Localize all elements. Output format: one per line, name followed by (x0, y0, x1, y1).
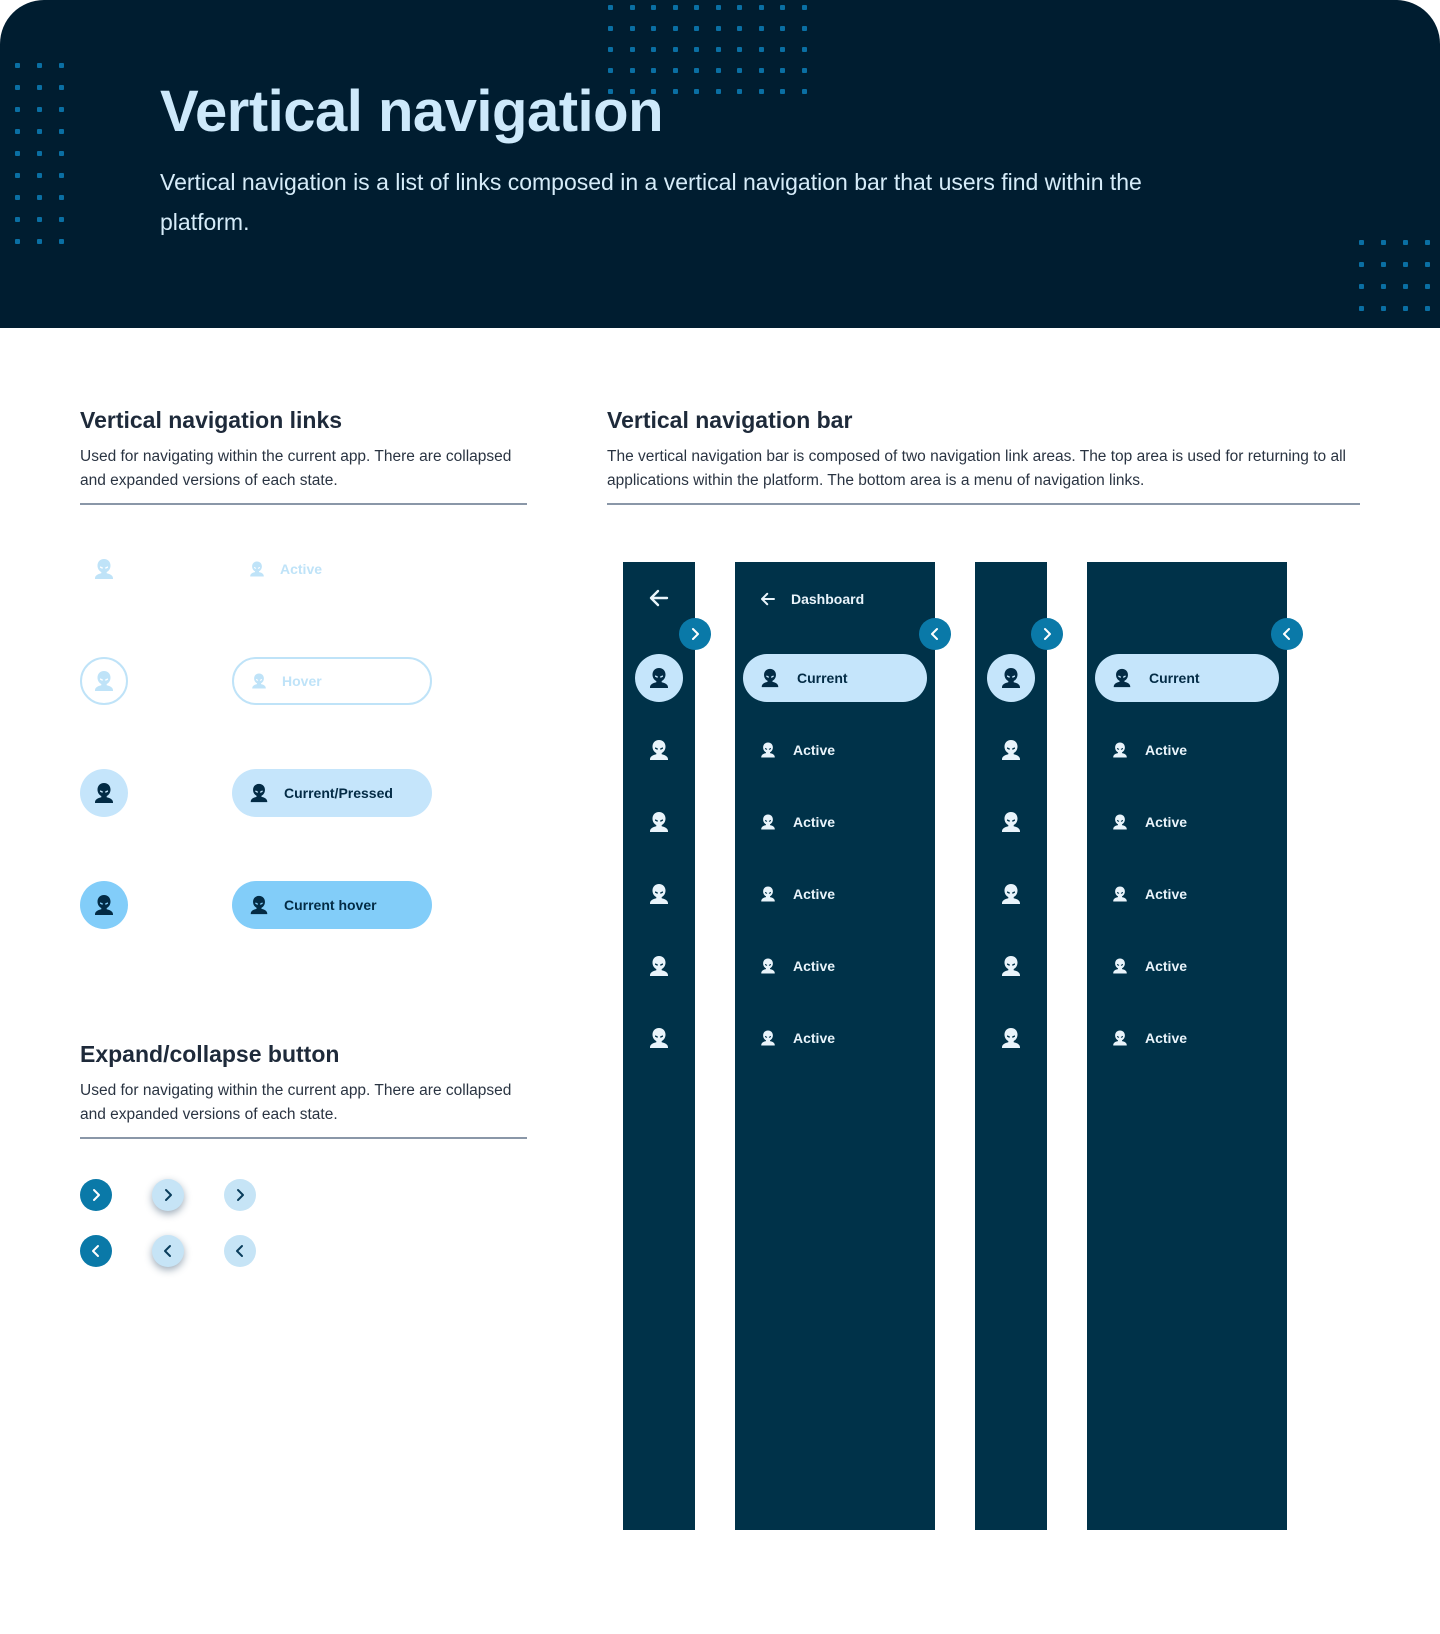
vertical-nav-expanded-with-back (735, 562, 935, 1530)
user-icon (248, 894, 270, 916)
dot (651, 26, 656, 31)
dot (716, 68, 721, 73)
arrow-left-icon (759, 590, 777, 608)
user-icon (759, 1029, 777, 1047)
nav-item-current[interactable] (635, 654, 683, 702)
dot (716, 5, 721, 10)
dot (737, 47, 742, 52)
user-icon (250, 672, 268, 690)
nav-item-label: Active (793, 1030, 836, 1046)
expand-button-default[interactable] (80, 1179, 112, 1211)
dot (651, 68, 656, 73)
nav-link-label: Current hover (284, 897, 377, 913)
dot (37, 195, 42, 200)
nav-item-label: Active (793, 958, 836, 974)
dot (59, 63, 64, 68)
dot (15, 85, 20, 90)
dot (608, 47, 613, 52)
dot (802, 68, 807, 73)
dot (802, 26, 807, 31)
dot (37, 217, 42, 222)
user-icon (759, 885, 777, 903)
nav-item[interactable] (647, 1026, 671, 1050)
expand-button-pressed[interactable] (224, 1179, 256, 1211)
dot (694, 68, 699, 73)
dot (37, 151, 42, 156)
dot (651, 5, 656, 10)
section-title-links: Vertical navigation links (80, 407, 343, 433)
dot (694, 89, 699, 94)
chevron-left-icon (1279, 626, 1295, 642)
collapse-button-pressed[interactable] (224, 1235, 256, 1267)
chevron-right-icon (1039, 626, 1055, 642)
nav-item[interactable] (999, 882, 1023, 906)
user-icon (647, 810, 671, 834)
dot (694, 47, 699, 52)
section-title-navbar: Vertical navigation bar (607, 407, 853, 433)
nav-item-current[interactable] (743, 654, 927, 702)
collapse-button-hover[interactable] (152, 1235, 184, 1267)
nav-item[interactable] (759, 1029, 835, 1047)
nav-item-label: Active (793, 886, 836, 902)
dot (1381, 240, 1386, 245)
dot (1425, 284, 1430, 289)
nav-item-label: Active (1145, 1030, 1188, 1046)
section-divider (80, 1137, 527, 1139)
nav-link-label: Active (280, 561, 323, 577)
user-icon (999, 738, 1023, 762)
dot (780, 89, 785, 94)
nav-item[interactable] (647, 738, 671, 762)
dot (37, 129, 42, 134)
chevron-left-icon (232, 1243, 248, 1259)
nav-item[interactable] (999, 1026, 1023, 1050)
chevron-right-icon (232, 1187, 248, 1203)
dot (37, 107, 42, 112)
dot (1359, 306, 1364, 311)
user-icon (1111, 957, 1129, 975)
nav-item[interactable] (759, 741, 835, 759)
dot (673, 26, 678, 31)
dot (1425, 240, 1430, 245)
nav-link-collapsed-hover[interactable] (80, 657, 128, 705)
dot (1381, 306, 1386, 311)
dot (59, 195, 64, 200)
chevron-right-icon (88, 1187, 104, 1203)
user-icon (647, 1026, 671, 1050)
dot (15, 217, 20, 222)
dot (1425, 262, 1430, 267)
user-icon (248, 782, 270, 804)
page-description: Vertical navigation is a list of links composed in a vertical navigation bar that users find within the platform. (160, 169, 1142, 235)
dot (759, 26, 764, 31)
nav-item[interactable] (1111, 885, 1187, 903)
dot (608, 68, 613, 73)
user-icon (759, 741, 777, 759)
nav-link-collapsed-current[interactable] (80, 769, 128, 817)
user-icon (999, 666, 1023, 690)
back-button[interactable] (759, 590, 864, 608)
nav-item[interactable] (647, 954, 671, 978)
decorative-dots (15, 63, 64, 244)
nav-link-expanded-hover[interactable] (232, 657, 432, 705)
dot (694, 5, 699, 10)
dot (59, 239, 64, 244)
dot (651, 47, 656, 52)
nav-item[interactable] (647, 810, 671, 834)
nav-item-label: Active (793, 742, 836, 758)
user-icon (647, 666, 671, 690)
nav-item-label: Active (1145, 886, 1188, 902)
nav-item-current[interactable] (987, 654, 1035, 702)
dot (37, 239, 42, 244)
collapse-button[interactable] (1271, 618, 1303, 650)
chevron-right-icon (160, 1187, 176, 1203)
dot (802, 47, 807, 52)
dot (15, 63, 20, 68)
user-icon (1111, 667, 1133, 689)
dot (15, 173, 20, 178)
nav-link-expanded-current[interactable] (232, 769, 432, 817)
expand-button[interactable] (1031, 618, 1063, 650)
section-divider (607, 503, 1360, 505)
user-icon (759, 667, 781, 689)
nav-item-label: Active (793, 814, 836, 830)
dot (1381, 262, 1386, 267)
dot (59, 85, 64, 90)
dot (15, 195, 20, 200)
user-icon (759, 957, 777, 975)
dot (780, 47, 785, 52)
user-icon (647, 738, 671, 762)
nav-link-expanded-active[interactable] (232, 545, 432, 593)
dot (1403, 240, 1408, 245)
expand-button[interactable] (679, 618, 711, 650)
dot (59, 217, 64, 222)
user-icon (999, 810, 1023, 834)
nav-link-label: Hover (282, 673, 322, 689)
vertical-nav-collapsed-with-back (623, 562, 695, 1530)
dot (1359, 284, 1364, 289)
arrow-left-icon (647, 586, 671, 610)
nav-item[interactable] (1111, 813, 1187, 831)
dot (37, 173, 42, 178)
dot (716, 47, 721, 52)
dot (59, 107, 64, 112)
section-divider (80, 503, 527, 505)
user-icon (248, 560, 266, 578)
dot (630, 5, 635, 10)
nav-item[interactable] (759, 813, 835, 831)
user-icon (92, 669, 116, 693)
dot (780, 26, 785, 31)
dot (630, 47, 635, 52)
chevron-left-icon (160, 1243, 176, 1259)
nav-item[interactable] (1111, 741, 1187, 759)
dot (737, 68, 742, 73)
dot (737, 89, 742, 94)
chevron-left-icon (88, 1243, 104, 1259)
nav-item-label: Active (1145, 958, 1188, 974)
dot (1403, 284, 1408, 289)
page-title: Vertical navigation (160, 79, 664, 144)
dot (802, 5, 807, 10)
dot (608, 5, 613, 10)
nav-item[interactable] (647, 882, 671, 906)
user-icon (1111, 885, 1129, 903)
nav-item[interactable] (759, 885, 835, 903)
expand-button-hover[interactable] (152, 1179, 184, 1211)
dot (673, 5, 678, 10)
nav-item[interactable] (999, 738, 1023, 762)
dot (59, 151, 64, 156)
dot (673, 68, 678, 73)
user-icon (999, 882, 1023, 906)
dot (1359, 262, 1364, 267)
dot (759, 5, 764, 10)
nav-item[interactable] (999, 954, 1023, 978)
user-icon (647, 954, 671, 978)
dot (1403, 306, 1408, 311)
dot (1381, 284, 1386, 289)
hero-banner (0, 0, 1440, 328)
nav-link-expanded-current-hover[interactable] (232, 881, 432, 929)
dot (37, 85, 42, 90)
back-label: Dashboard (791, 591, 865, 607)
user-icon (759, 813, 777, 831)
back-button[interactable] (647, 586, 671, 610)
dot (15, 129, 20, 134)
nav-item-label: Active (1145, 814, 1188, 830)
vertical-nav-expanded (1087, 562, 1287, 1530)
section-description-navbar: The vertical navigation bar is composed of two navigation link areas. The top area is used for returning to all applications within the platform. The bottom area is a menu of navigation links. (607, 448, 1346, 489)
dot (759, 89, 764, 94)
user-icon (647, 882, 671, 906)
section-description-expand: Used for navigating within the current app. There are collapsed and expanded versions of each state. (80, 1082, 512, 1123)
user-icon (1111, 813, 1129, 831)
nav-item-label: Current (797, 670, 848, 686)
dot (737, 5, 742, 10)
dot (759, 68, 764, 73)
vertical-nav-collapsed (975, 562, 1047, 1530)
dot (15, 239, 20, 244)
nav-link-collapsed-active[interactable] (80, 545, 128, 593)
section-description-links: Used for navigating within the current app. There are collapsed and expanded versions of each state. (80, 448, 512, 489)
nav-item[interactable] (759, 957, 835, 975)
nav-item[interactable] (999, 810, 1023, 834)
decorative-dots (1359, 240, 1430, 311)
dot (673, 47, 678, 52)
dot (737, 26, 742, 31)
nav-item[interactable] (1111, 957, 1187, 975)
dot (673, 89, 678, 94)
dot (59, 129, 64, 134)
dot (716, 89, 721, 94)
nav-link-label: Current/Pressed (284, 785, 393, 801)
dot (1403, 262, 1408, 267)
section-title-expand: Expand/collapse button (80, 1041, 340, 1067)
dot (630, 68, 635, 73)
dot (630, 26, 635, 31)
dot (802, 89, 807, 94)
user-icon (92, 557, 116, 581)
dot (37, 63, 42, 68)
nav-item-label: Current (1149, 670, 1200, 686)
chevron-right-icon (687, 626, 703, 642)
nav-item[interactable] (1111, 1029, 1187, 1047)
dot (759, 47, 764, 52)
dot (1359, 240, 1364, 245)
user-icon (92, 893, 116, 917)
chevron-left-icon (927, 626, 943, 642)
collapse-button[interactable] (919, 618, 951, 650)
dot (780, 68, 785, 73)
dot (694, 26, 699, 31)
user-icon (1111, 741, 1129, 759)
nav-item-label: Active (1145, 742, 1188, 758)
dot (716, 26, 721, 31)
dot (15, 107, 20, 112)
nav-link-collapsed-current-hover[interactable] (80, 881, 128, 929)
user-icon (1111, 1029, 1129, 1047)
dot (1425, 306, 1430, 311)
dot (15, 151, 20, 156)
dot (608, 26, 613, 31)
collapse-button-default[interactable] (80, 1235, 112, 1267)
user-icon (92, 781, 116, 805)
nav-item-current[interactable] (1095, 654, 1279, 702)
dot (780, 5, 785, 10)
user-icon (999, 1026, 1023, 1050)
dot (59, 173, 64, 178)
user-icon (999, 954, 1023, 978)
